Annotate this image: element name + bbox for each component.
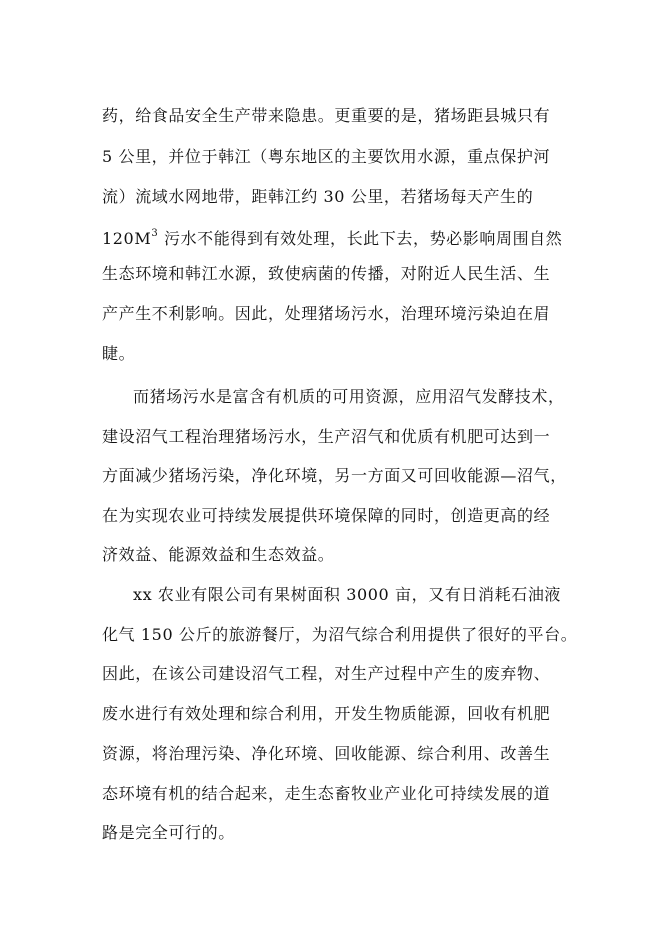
paragraph-2-line-5: 济效益、能源效益和生态效益。 — [102, 545, 335, 564]
paragraph-3-line-5: 资源，将治理污染、净化环境、回收能源、综合利用、改善生 — [102, 744, 551, 763]
paragraph-3-line-7: 路是完全可行的。 — [102, 823, 235, 842]
paragraph-2-line-2: 建设沼气工程治理猪场污水，生产沼气和优质有机肥可达到一 — [102, 427, 551, 446]
paragraph-2-line-4: 在为实现农业可持续发展提供环境保障的同时，创造更高的经 — [102, 506, 551, 525]
paragraph-1-line-7: 睫。 — [102, 344, 136, 363]
paragraph-1-line-1: 药，给食品安全生产带来隐患。更重要的是，猪场距县城只有 — [102, 106, 551, 125]
paragraph-1-line-5: 生态环境和韩江水源，致使病菌的传播，对附近人民生活、生 — [102, 264, 551, 283]
paragraph-1-line-4-text: 污水不能得到有效处理，长此下去，势必影响周围自然 — [158, 229, 563, 248]
paragraph-3-line-6: 态环境有机的结合起来，走生态畜牧业产业化可持续发展的道 — [102, 784, 551, 803]
paragraph-2-line-3: 方面减少猪场污染，净化环境，另一方面又可回收能源—沼气， — [102, 466, 567, 485]
volume-value: 120M — [102, 229, 152, 248]
paragraph-3-line-2: 化气 150 公斤的旅游餐厅，为沼气综合利用提供了很好的平台。 — [102, 625, 578, 644]
paragraph-1-line-6: 产产生不利影响。因此，处理猪场污水，治理环境污染迫在眉 — [102, 304, 551, 323]
paragraph-3-line-4: 废水进行有效处理和综合利用，开发生物质能源，回收有机肥 — [102, 704, 551, 723]
paragraph-1-line-3: 流）流域水网地带，距韩江约 30 公里，若猪场每天产生的 — [102, 187, 534, 206]
paragraph-3-line-3: 因此，在该公司建设沼气工程，对生产过程中产生的废弃物、 — [102, 664, 551, 683]
paragraph-2-line-1: 而猪场污水是富含有机质的可用资源，应用沼气发酵技术， — [133, 387, 565, 406]
paragraph-3-line-1: xx 农业有限公司有果树面积 3000 亩，又有日消耗石油液 — [133, 585, 562, 604]
cubic-superscript: 3 — [151, 227, 159, 239]
paragraph-1-line-2: 5 公里，并位于韩江（粤东地区的主要饮用水源，重点保护河 — [102, 147, 551, 166]
paragraph-1-line-4 — [102, 229, 562, 249]
